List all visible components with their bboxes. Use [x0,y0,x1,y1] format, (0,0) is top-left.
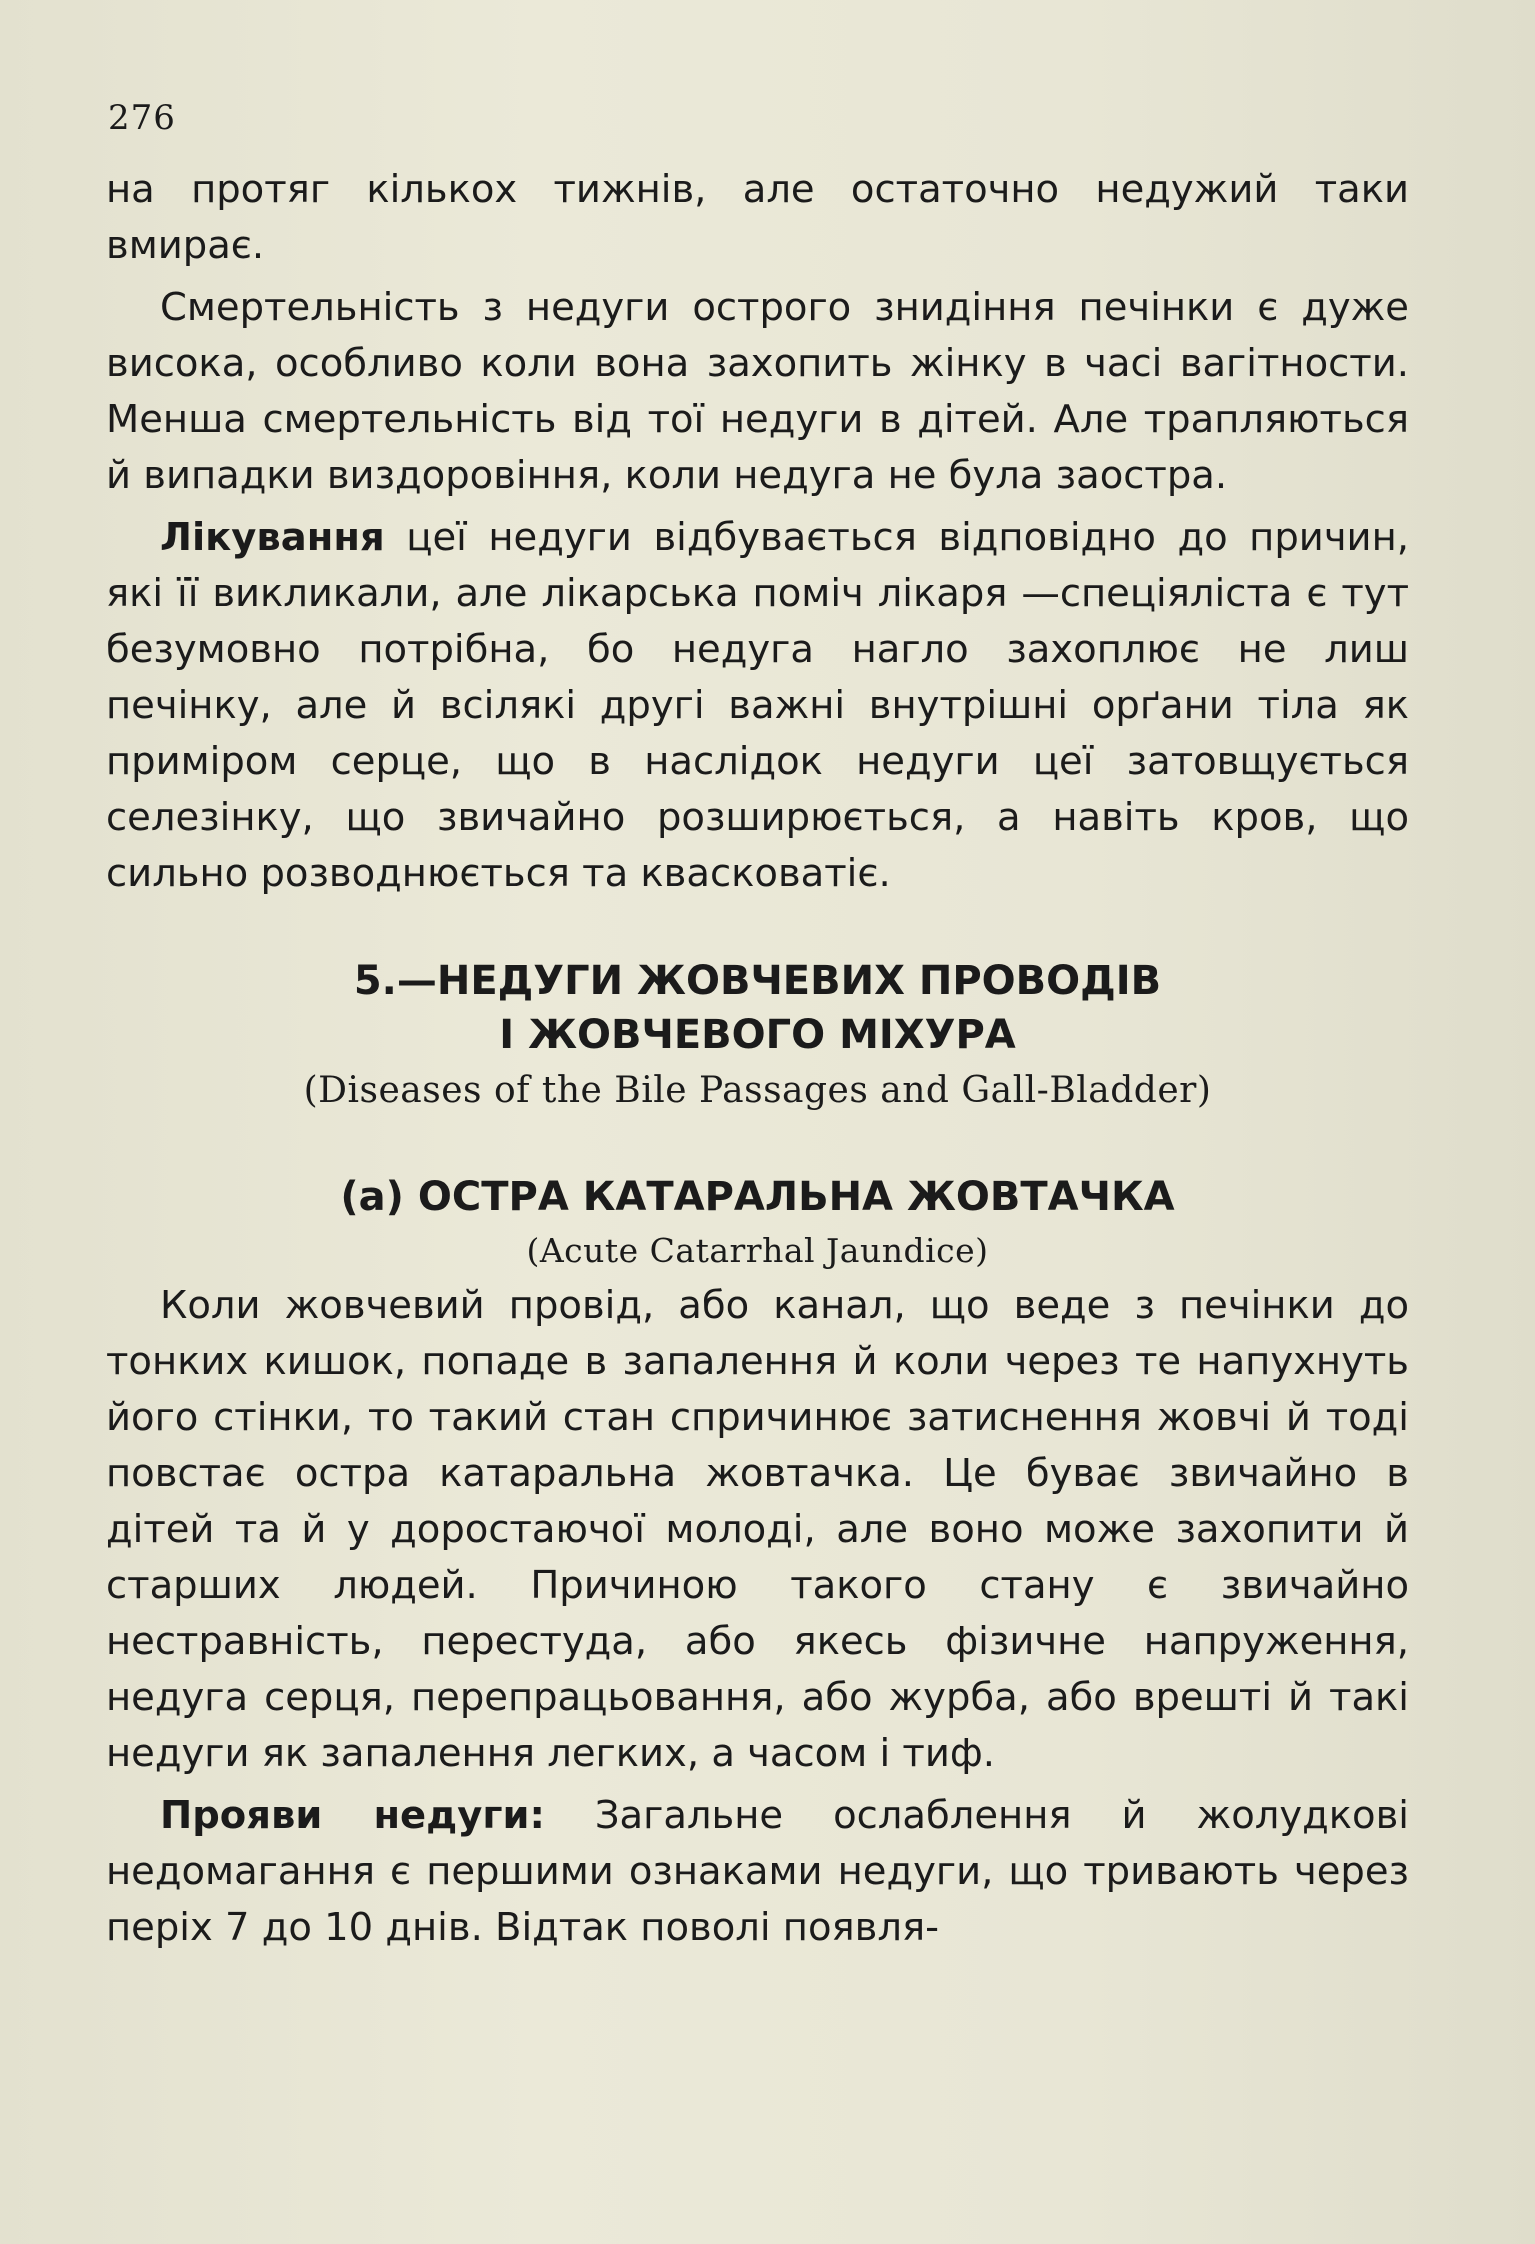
paragraph-treatment [106,510,1409,902]
paragraph-mortality: Смертельність з недуги острого знидіння печінки є дуже висока, особливо коли вона захопить жінку в часі вагітности. Менша смертельність від тої недуги в дітей. Але трапляються й випадки виздоровіння, коли недуга не була заостра. [106,285,1409,498]
section-subtitle: (Diseases of the Bile Passages and Gall-Bladder) [303,1070,1212,1111]
section-heading-line-1: 5.—НЕДУГИ ЖОВЧЕВИХ ПРОВОДІВ [353,958,1162,1004]
symptoms-text: Загальне ослаблення й жолудкові недомагання є першими ознаками недуги, що тривають через періх 7 до 10 днів. Відтак поволі появля- [106,1793,1409,1950]
paragraph-symptoms [106,1788,1409,1956]
subsection-heading: (а) ОСТРА КАТАРАЛЬНА ЖОВТАЧКА [340,1174,1175,1220]
treatment-text: цеї недуги відбувається відповідно до причин, які її викликали, але лікарська поміч лікаря —спеціяліста є тут безумовно потрібна, бо недуга нагло захоплює не лиш печінку, але й всілякі другі важні внутрішні орґани тіла як приміром серце, що в наслідок недуги цеї затовщується селезінку, що звичайно розширюється, а навіть кров, що сильно розводнюється та квасковатіє. [106,515,1409,896]
treatment-lead: Лікування [160,515,385,560]
paragraph-jaundice: Коли жовчевий провід, або канал, що веде з печінки до тонких кишок, попаде в запалення й коли через те напухнуть його стінки, то такий стан спричинює затиснення жовчі й тоді повстає остра катаральна жовтачка. Це буває звичайно в дітей та й у доростаючої молоді, але воно може захопити й старших людей. Причиною такого стану є звичайно нестравність, перестуда, або якесь фізичне напруження, недуга серця, перепрацьовання, або журба, або врешті й такі недуги як запалення легких, а часом і тиф. [106,1283,1409,1776]
subsection-subtitle: (Acute Catarrhal Jaundice) [526,1231,989,1270]
section-heading-line-2: І ЖОВЧЕВОГО МІХУРА [499,1012,1016,1058]
section-heading [106,954,1409,1062]
paragraph-continuation: на протяг кількох тижнів, але остаточно недужий таки вмирає. [106,167,1409,268]
page-number: 276 [108,98,176,138]
symptoms-lead: Прояви недуги: [160,1793,545,1838]
